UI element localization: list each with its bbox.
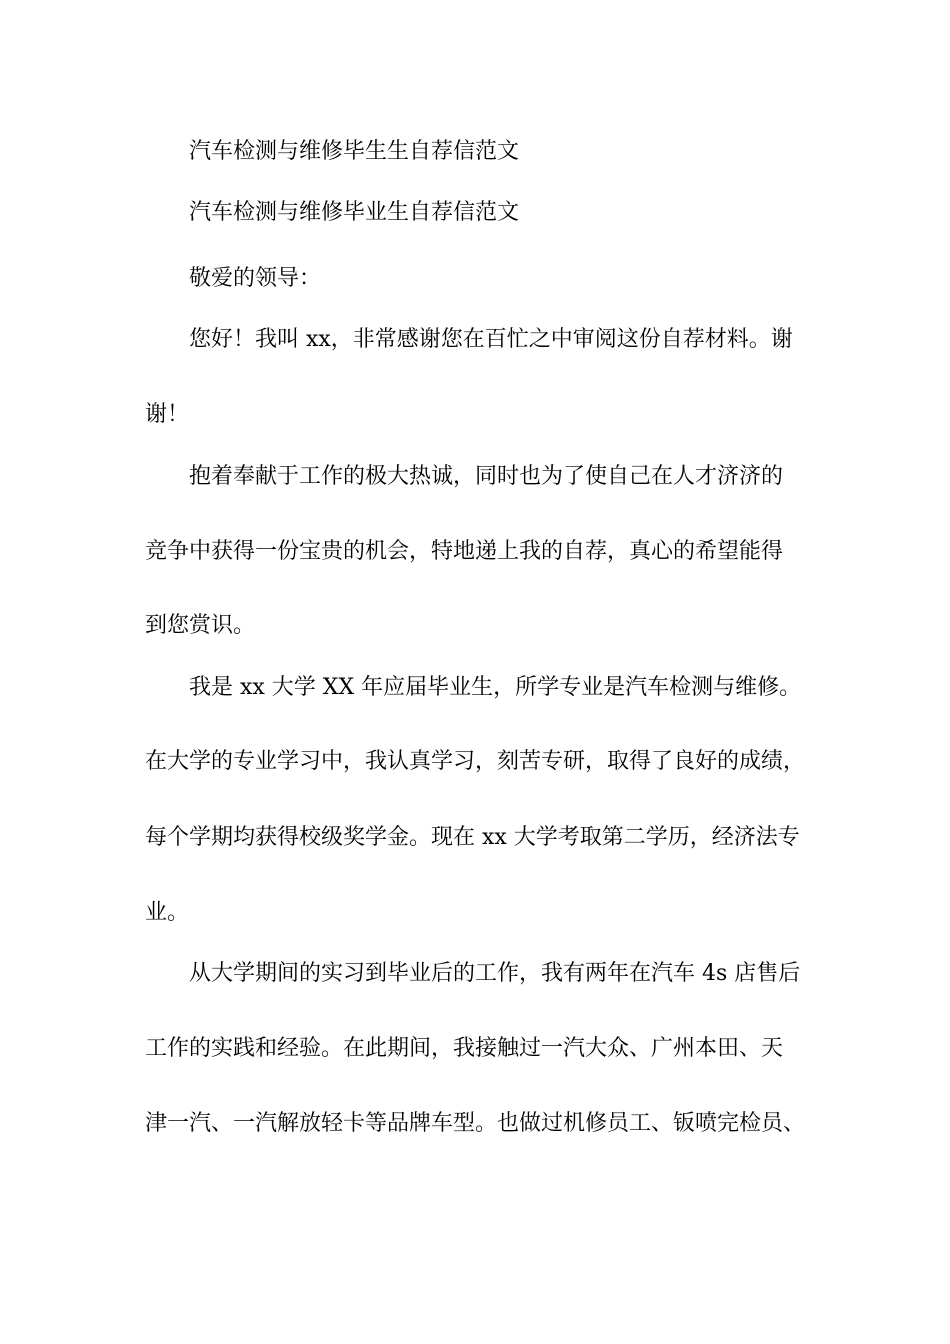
paragraph-3-line-2: 在大学的专业学习中，我认真学习，刻苦专研，取得了良好的成绩， — [145, 749, 806, 774]
paragraph-4-line-3: 津一汽、一汽解放轻卡等品牌车型。也做过机修员工、钣喷完检员、 — [145, 1111, 806, 1136]
paragraph-1-line-2: 谢！ — [145, 402, 190, 427]
document-title-1: 汽车检测与维修毕生生自荐信范文 — [189, 139, 520, 164]
paragraph-2-line-3: 到您赏识。 — [145, 613, 256, 638]
paragraph-1-line-1: 您好！我叫 xx，非常感谢您在百忙之中审阅这份自荐材料。谢 — [189, 327, 793, 352]
paragraph-2-line-1: 抱着奉献于工作的极大热诚，同时也为了使自己在人才济济的 — [189, 464, 784, 489]
paragraph-4-line-1: 从大学期间的实习到毕业后的工作，我有两年在汽车 4s 店售后 — [189, 961, 801, 986]
paragraph-3-line-1: 我是 xx 大学 XX 年应届毕业生，所学专业是汽车检测与维修。 — [189, 675, 802, 700]
document-title-2: 汽车检测与维修毕业生自荐信范文 — [189, 200, 520, 225]
paragraph-3-line-4: 业。 — [145, 900, 190, 925]
paragraph-4-line-2: 工作的实践和经验。在此期间，我接触过一汽大众、广州本田、天 — [145, 1036, 784, 1061]
salutation: 敬爱的领导： — [189, 266, 322, 291]
paragraph-3-line-3: 每个学期均获得校级奖学金。现在 xx 大学考取第二学历，经济法专 — [145, 825, 800, 850]
paragraph-2-line-2: 竞争中获得一份宝贵的机会，特地递上我的自荐，真心的希望能得 — [145, 539, 784, 564]
